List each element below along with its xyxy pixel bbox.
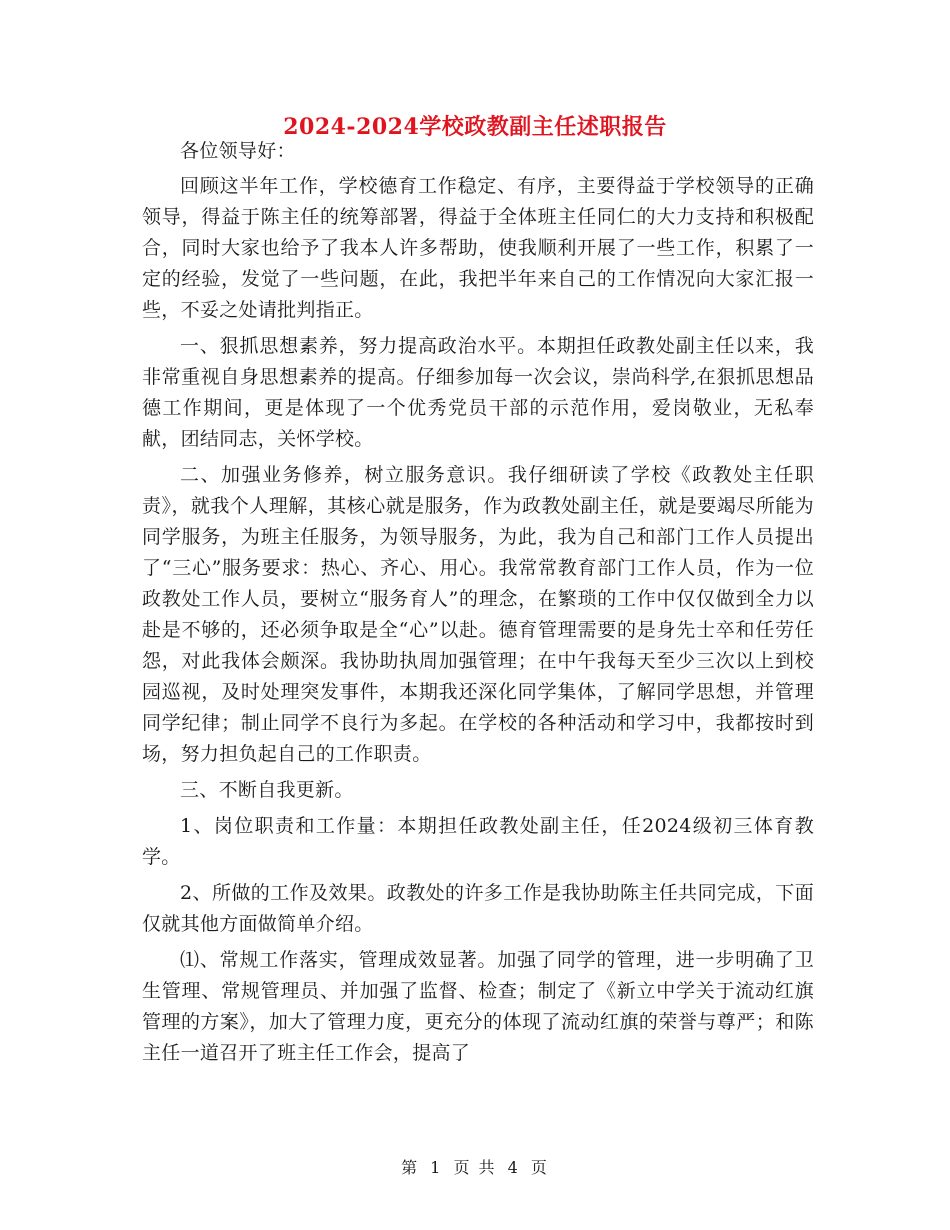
document-title: 2024-2024学校政教副主任述职报告 <box>283 114 667 140</box>
paragraph-section-3-heading: 三、不断自我更新。 <box>180 779 354 801</box>
paragraph-item-2: 2、所做的工作及效果。政教处的许多工作是我协助陈主任共同完成，下面仅就其他方面做简单介绍。 <box>142 882 814 935</box>
paragraph-item-1: 1、岗位职责和工作量：本期担任政教处副主任，任2024级初三体育教学。 <box>142 815 814 868</box>
paragraph-intro: 回顾这半年工作，学校德育工作稳定、有序，主要得益于学校领导的正确领导，得益于陈主任的统筹部署，得益于全体班主任同仁的大力支持和积极配合，同时大家也给予了我本人许多帮助，使我顺利开展了一些工作，积累了一定的经验，发觉了一些问题，在此，我把半年来自己的工作情况向大家汇报一些，不妥之处请批判指正。 <box>142 175 814 321</box>
footer-prefix: 第 <box>401 1158 420 1177</box>
footer-middle: 页 共 <box>453 1158 497 1177</box>
document-body <box>142 136 814 1074</box>
footer-total-pages: 4 <box>507 1158 520 1177</box>
paragraph-section-1: 一、狠抓思想素养，努力提高政治水平。本期担任政教处副主任以来，我非常重视自身思想素养的提高。仔细参加每一次会议，崇尚科学,在狠抓思想品德工作期间，更是体现了一个优秀党员干部的示范作用，爱岗敬业，无私奉献，团结同志，关怀学校。 <box>142 335 814 450</box>
salutation: 各位领导好： <box>180 140 296 162</box>
footer-suffix: 页 <box>530 1158 549 1177</box>
footer-page-number: 1 <box>430 1158 443 1177</box>
page-footer <box>0 1155 950 1178</box>
paragraph-section-2: 二、加强业务修养，树立服务意识。我仔细研读了学校《政教处主任职责》，就我个人理解，其核心就是服务，作为政教处副主任，就是要竭尽所能为同学服务，为班主任服务，为领导服务，为此，我为自己和部门工作人员提出了“三心”服务要求：热心、齐心、用心。我常常教育部门工作人员，作为一位政教处工作人员，要树立“服务育人”的理念，在繁琐的工作中仅仅做到全力以赴是不够的，还必须争取是全“心”以赴。德育管理需要的是身先士卒和任劳任怨，对此我体会颇深。我协助执周加强管理；在中午我每天至少三次以上到校园巡视，及时处理突发事件，本期我还深化同学集体，了解同学思想，并管理同学纪律；制止同学不良行为多起。在学校的各种活动和学习中，我都按时到场，努力担负起自己的工作职责。 <box>142 464 814 765</box>
paragraph-subitem-1: ⑴、常规工作落实，管理成效显著。加强了同学的管理，进一步明确了卫生管理、常规管理员、并加强了监督、检查；制定了《新立中学关于流动红旗管理的方案》，加大了管理力度，更充分的体现了流动红旗的荣誉与尊严；和陈主任一道召开了班主任工作会，提高了 <box>142 949 814 1064</box>
